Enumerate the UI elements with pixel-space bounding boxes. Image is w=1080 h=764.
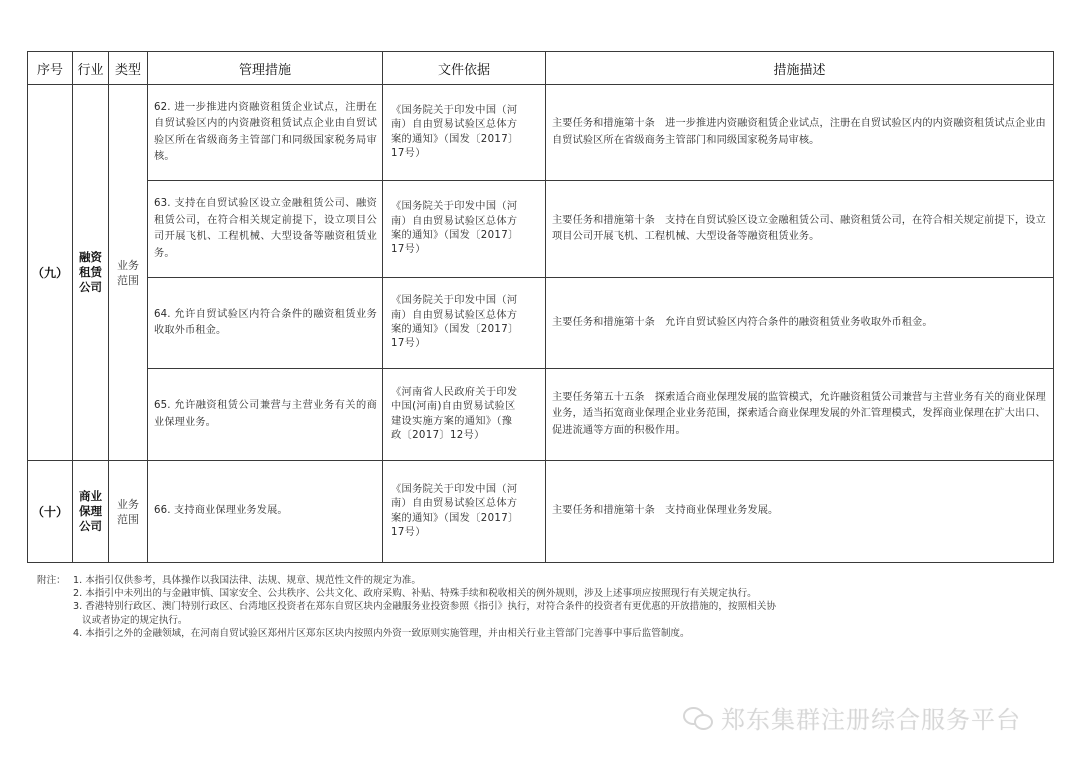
basis-line: 南）自由贸易试验区总体方 xyxy=(391,309,518,321)
basis-cell xyxy=(383,85,546,181)
basis-line: 《河南省人民政府关于印发 xyxy=(391,386,518,398)
basis-cell xyxy=(383,181,546,278)
description-cell: 主要任务和措施第十条 允许自贸试验区内符合条件的融资租赁业务收取外币租金。 xyxy=(546,278,1054,369)
group-seq: （十） xyxy=(28,461,73,563)
footnote-item xyxy=(37,574,1047,587)
description-cell: 主要任务和措施第十条 进一步推进内资融资租赁企业试点，注册在自贸试验区内的内资融资租赁试点企业由自贸试验区所在省级商务主管部门和同级国家税务局审核。 xyxy=(546,85,1054,181)
footnote-item xyxy=(37,587,1047,600)
basis-cell xyxy=(383,369,546,461)
basis-line: 案的通知》（国发〔2017〕 xyxy=(391,324,519,335)
measure-cell: 65. 允许融资租赁公司兼营与主营业务有关的商业保理业务。 xyxy=(148,369,383,461)
basis-line: 《国务院关于印发中国（河 xyxy=(391,104,518,116)
type-line: 范围 xyxy=(117,512,139,526)
basis-line: 17号） xyxy=(391,526,426,538)
footnote-label: 附注： xyxy=(37,575,66,586)
footnote-item xyxy=(37,627,1047,640)
basis-line: 建设实施方案的通知》（豫 xyxy=(391,415,513,427)
group-seq: （九） xyxy=(28,85,73,461)
watermark xyxy=(683,700,1021,735)
measure-cell: 64. 允许自贸试验区内符合条件的融资租赁业务收取外币租金。 xyxy=(148,278,383,369)
type-line: 业务 xyxy=(117,497,139,511)
group-type xyxy=(109,85,148,461)
header-type: 类型 xyxy=(109,52,148,85)
footnote-item xyxy=(37,600,1047,613)
basis-cell xyxy=(383,461,546,563)
measure-cell: 62. 进一步推进内资融资租赁企业试点，注册在自贸试验区内的内资融资租赁试点企业由自贸试验区所在省级商务主管部门和同级国家税务局审核。 xyxy=(148,85,383,181)
footnote-text: 1. 本指引仅供参考，具体操作以我国法律、法规、规章、规范性文件的规定为准。 xyxy=(73,575,421,586)
table-row xyxy=(28,278,1054,369)
description-cell: 主要任务和措施第十条 支持在自贸试验区设立金融租赁公司、融资租赁公司，在符合相关规定前提下，设立项目公司开展飞机、工程机械、大型设备等融资租赁业务。 xyxy=(546,181,1054,278)
table-row xyxy=(28,461,1054,563)
basis-line: 中国(河南)自由贸易试验区 xyxy=(391,401,516,413)
industry-line: 公司 xyxy=(79,519,102,533)
industry-line: 保理 xyxy=(79,504,102,518)
group-industry xyxy=(73,85,109,461)
description-cell: 主要任务和措施第十条 支持商业保理业务发展。 xyxy=(546,461,1054,563)
footnote-text: 2. 本指引中未列出的与金融审慎、国家安全、公共秩序、公共文化、政府采购、补贴、特殊手续和税收相关的例外规则，涉及上述事项应按照现行有关规定执行。 xyxy=(73,588,757,600)
type-line: 范围 xyxy=(117,273,139,287)
basis-line: 《国务院关于印发中国（河 xyxy=(391,295,518,307)
industry-line: 公司 xyxy=(79,280,102,294)
basis-line: 17号） xyxy=(391,147,426,159)
basis-line: 政〔2017〕12号） xyxy=(391,429,485,441)
group-type xyxy=(109,461,148,563)
table-row xyxy=(28,369,1054,461)
basis-line: 17号） xyxy=(391,244,426,256)
type-line: 业务 xyxy=(117,258,139,272)
measures-table xyxy=(27,51,1054,563)
table-row xyxy=(28,85,1054,181)
header-seq: 序号 xyxy=(28,52,73,85)
footnote-text: 3. 香港特别行政区、澳门特别行政区、台湾地区投资者在郑东自贸区块内金融服务业投资参照《指引》执行，对符合条件的投资者有更优惠的开放措施的，按照相关协 xyxy=(73,601,776,613)
basis-line: 案的通知》（国发〔2017〕 xyxy=(391,512,519,524)
table-row xyxy=(28,181,1054,278)
footnote-text: 议或者协定的规定执行。 xyxy=(82,614,188,626)
table-header-row xyxy=(28,52,1054,85)
basis-line: 南）自由贸易试验区总体方 xyxy=(391,119,518,131)
header-basis: 文件依据 xyxy=(383,52,546,85)
basis-line: 17号） xyxy=(391,338,426,350)
basis-line: 南）自由贸易试验区总体方 xyxy=(391,215,518,227)
header-industry: 行业 xyxy=(73,52,109,85)
footnotes xyxy=(37,574,1047,640)
watermark-text: 郑东集群注册综合服务平台 xyxy=(721,706,1021,734)
wechat-icon xyxy=(683,705,713,731)
header-description: 措施描述 xyxy=(546,52,1054,85)
group-industry xyxy=(73,461,109,563)
basis-line: 南）自由贸易试验区总体方 xyxy=(391,498,518,510)
basis-cell xyxy=(383,278,546,369)
industry-line: 租赁 xyxy=(79,265,102,279)
footnote-text: 4. 本指引之外的金融领域，在河南自贸试验区郑州片区郑东区块内按照内外资一致原则实施管理，并由相关行业主管部门完善事中事后监管制度。 xyxy=(73,627,690,639)
measure-cell: 66. 支持商业保理业务发展。 xyxy=(148,461,383,563)
industry-line: 商业 xyxy=(79,489,102,503)
description-cell: 主要任务第五十五条 探索适合商业保理发展的监管模式，允许融资租赁公司兼营与主营业务有关的商业保理业务，适当拓宽商业保理企业业务范围，探索适合商业保理发展的外汇管理模式，发挥商业保理在扩大出口、促进流通等方面的积极作用。 xyxy=(546,369,1054,461)
header-measures: 管理措施 xyxy=(148,52,383,85)
basis-line: 案的通知》（国发〔2017〕 xyxy=(391,230,519,241)
measure-cell: 63. 支持在自贸试验区设立金融租赁公司、融资租赁公司，在符合相关规定前提下，设立项目公司开展飞机、工程机械、大型设备等融资租赁业务。 xyxy=(148,181,383,278)
basis-line: 《国务院关于印发中国（河 xyxy=(391,483,518,495)
basis-line: 案的通知》（国发〔2017〕 xyxy=(391,133,519,145)
industry-line: 融资 xyxy=(79,250,102,264)
basis-line: 《国务院关于印发中国（河 xyxy=(391,201,518,213)
footnote-item xyxy=(37,614,1047,627)
